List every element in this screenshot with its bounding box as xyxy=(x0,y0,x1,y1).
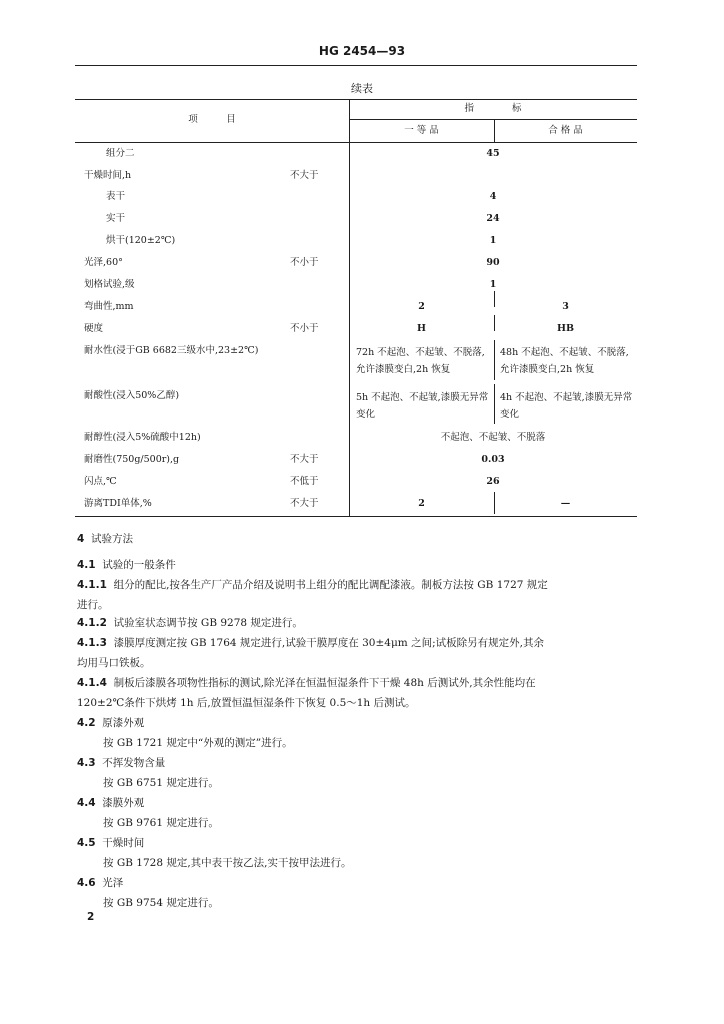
subsection-number: 4.5 xyxy=(77,837,96,849)
subsection-title: 漆膜外观 xyxy=(102,797,145,809)
subsection-number: 4.4 xyxy=(77,797,96,809)
table-row-condition: 不小于 xyxy=(290,257,319,268)
paragraph: 按 GB 6751 规定进行。 xyxy=(103,777,219,789)
col-header-spec: 指 标 xyxy=(464,103,522,114)
table-row-value: 24 xyxy=(486,213,500,224)
table-row-item: 表干 xyxy=(106,191,126,202)
paragraph xyxy=(77,674,639,692)
section-number: 4 xyxy=(77,533,85,545)
table-row-condition: 不大于 xyxy=(290,454,319,465)
table-row-condition: 不低于 xyxy=(290,476,319,487)
row-divider xyxy=(494,384,495,424)
header-rule xyxy=(75,65,637,66)
table-row-item: 烘干(120±2℃) xyxy=(106,235,176,246)
table-row-value: 1 xyxy=(489,279,497,290)
col-header-item: 项 目 xyxy=(188,114,236,125)
subsection-title: 试验的一般条件 xyxy=(102,559,176,571)
table-row-item: 耐磨性(750g/500r),g xyxy=(84,454,180,465)
table-row-qualified: HB xyxy=(556,323,574,334)
subsection-number: 4.3 xyxy=(77,757,96,769)
table-top-rule xyxy=(75,99,637,100)
paragraph: 按 GB 1721 规定中“外观的测定”进行。 xyxy=(103,737,293,749)
paragraph xyxy=(77,634,639,652)
subsection-title: 原漆外观 xyxy=(102,717,145,729)
col-header-first-grade: 一 等 品 xyxy=(404,125,439,136)
subsection-heading xyxy=(77,754,165,772)
table-row-item: 耐酸性(浸入50%乙醇) xyxy=(84,390,180,401)
clause-text: 制板后漆膜各项物性指标的测试,除光泽在恒温恒湿条件下干燥 48h 后测试外,其余性能均在 xyxy=(113,677,536,689)
table-row-item: 光泽,60° xyxy=(84,257,123,268)
subsection-heading xyxy=(77,834,144,852)
table-row-first-grade: 72h 不起泡、不起皱、不脱落,允许漆膜变白,2h 恢复 xyxy=(356,347,485,375)
table-row-qualified: 48h 不起泡、不起皱、不脱落,允许漆膜变白,2h 恢复 xyxy=(500,347,629,375)
table-row-item: 耐醇性(浸入5%硫酸中12h) xyxy=(84,432,201,443)
table-row-value: 不起泡、不起皱、不脱落 xyxy=(440,432,546,443)
subsection-number: 4.2 xyxy=(77,717,96,729)
table-row-first-grade: 5h 不起泡、不起皱,漆膜无异常变化 xyxy=(356,392,489,420)
table-row-item: 闪点,℃ xyxy=(84,476,117,487)
section-title: 试验方法 xyxy=(91,533,133,545)
document-code: HG 2454—93 xyxy=(318,44,406,58)
paragraph-continued: 进行。 xyxy=(77,599,109,611)
subsection-number: 4.6 xyxy=(77,877,96,889)
subsection-heading xyxy=(77,556,176,574)
table-row-item: 干燥时间,h xyxy=(84,170,132,181)
clause-number: 4.1.4 xyxy=(77,677,107,689)
paragraph-continued: 120±2℃条件下烘烤 1h 后,放置恒温恒湿条件下恢复 0.5～1h 后测试。 xyxy=(77,697,416,709)
table-bottom-rule xyxy=(75,516,637,517)
clause-text: 组分的配比,按各生产厂产品介绍及说明书上组分的配比调配漆液。制板方法按 GB 1727 规定 xyxy=(113,579,548,591)
table-row-first-grade: H xyxy=(417,323,426,334)
paragraph-continued: 均用马口铁板。 xyxy=(77,657,151,669)
page-number: 2 xyxy=(87,911,95,923)
table-header-bottom-rule xyxy=(75,142,637,143)
table-row-item: 弯曲性,mm xyxy=(84,301,134,312)
paragraph: 按 GB 1728 规定,其中表干按乙法,实干按甲法进行。 xyxy=(103,857,352,869)
paragraph xyxy=(77,614,303,632)
table-row-value: 1 xyxy=(489,235,497,246)
table-row-item: 实干 xyxy=(106,213,126,224)
subsection-heading xyxy=(77,874,123,892)
table-row-qualified: — xyxy=(560,498,571,509)
table-row-item: 硬度 xyxy=(84,323,104,334)
subsection-number: 4.1 xyxy=(77,559,96,571)
subsection-title: 光泽 xyxy=(102,877,124,889)
table-row-condition: 不大于 xyxy=(290,170,319,181)
table-row-value: 0.03 xyxy=(481,454,505,465)
table-row-condition: 不小于 xyxy=(290,323,319,334)
section-heading xyxy=(77,530,133,548)
table-row-first-grade: 2 xyxy=(418,301,425,312)
subsection-title: 不挥发物含量 xyxy=(102,757,166,769)
clause-text: 试验室状态调节按 GB 9278 规定进行。 xyxy=(113,617,303,629)
subsection-title: 干燥时间 xyxy=(102,837,145,849)
paragraph: 按 GB 9761 规定进行。 xyxy=(103,817,219,829)
paragraph xyxy=(77,576,637,594)
clause-number: 4.1.1 xyxy=(77,579,107,591)
table-row-item: 耐水性(浸于GB 6682三级水中,23±2℃) xyxy=(84,345,259,356)
clause-text: 漆膜厚度测定按 GB 1764 规定进行,试验干膜厚度在 30±4μm 之间;试板除另有规定外,其余 xyxy=(113,637,544,649)
clause-number: 4.1.3 xyxy=(77,637,107,649)
table-row-value: 45 xyxy=(486,148,500,159)
clause-number: 4.1.2 xyxy=(77,617,107,629)
table-row-condition: 不大于 xyxy=(290,498,319,509)
table-continued-label: 续表 xyxy=(351,82,373,95)
row-divider xyxy=(494,340,495,380)
table-row-first-grade: 2 xyxy=(418,498,425,509)
table-row-value: 90 xyxy=(486,257,500,268)
subsection-heading xyxy=(77,794,144,812)
table-row-qualified: 4h 不起泡、不起皱,漆膜无异常变化 xyxy=(500,392,633,420)
table-row-item: 划格试验,级 xyxy=(84,279,135,290)
table-row-item: 游离TDI单体,% xyxy=(84,498,152,509)
subsection-heading xyxy=(77,714,144,732)
table-row-value: 26 xyxy=(486,476,500,487)
col-header-qualified: 合 格 品 xyxy=(548,125,583,136)
table-header-mid-rule xyxy=(349,119,637,120)
paragraph: 按 GB 9754 规定进行。 xyxy=(103,897,219,909)
table-row-value: 4 xyxy=(489,191,497,202)
table-row-qualified: 3 xyxy=(562,301,569,312)
table-row-item: 组分二 xyxy=(106,148,135,159)
